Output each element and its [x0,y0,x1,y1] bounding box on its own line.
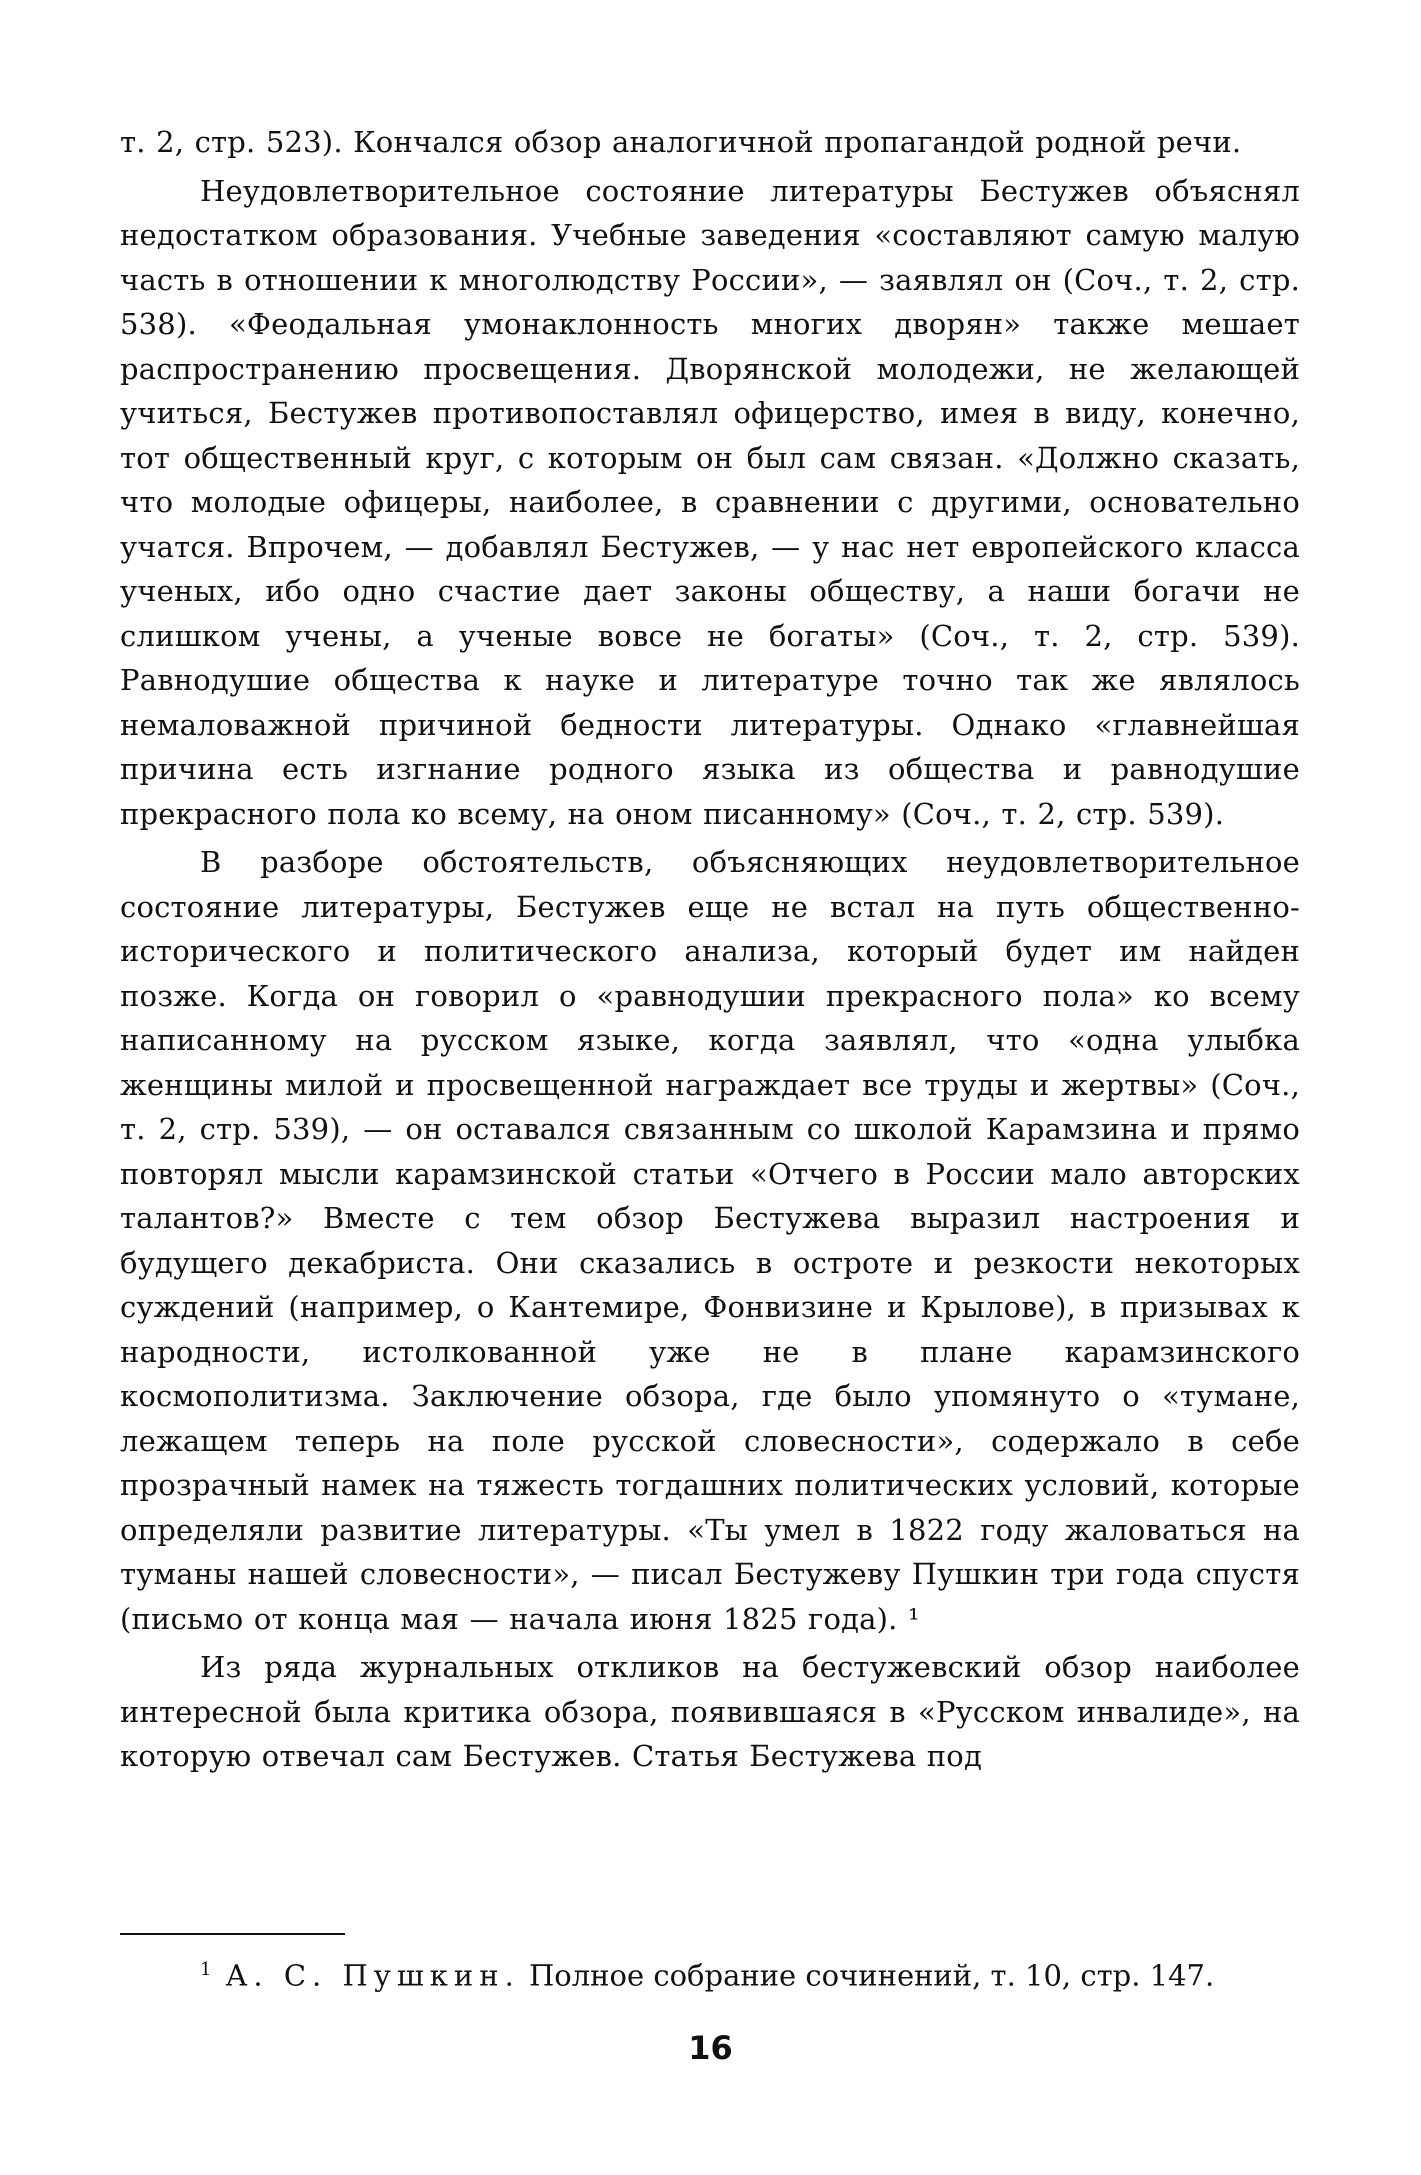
page-body [120,120,1300,1779]
paragraph-education: Неудовлетворительное состояние литературы Бестужев объяснял недостатком образования. Учебные заведения «составляют самую малую часть в отношении к многолюдству России», — заявлял он (Соч., т. 2, стр. 538). «Феодальная умонаклонность многих дворян» также мешает распространению просвещения. Дворянской молодежи, не желающей учиться, Бестужев противопоставлял офицерство, имея в виду, конечно, тот общественный круг, с которым он был сам связан. «Должно сказать, что молодые офицеры, наиболее, в сравнении с другими, основательно учатся. Впрочем, — добавлял Бестужев, — у нас нет европейского класса ученых, ибо одно счастие дает законы обществу, а наши богачи не слишком учены, а ученые вовсе не богаты» (Соч., т. 2, стр. 539). Равнодушие общества к науке и литературе точно так же являлось немаловажной причиной бедности литературы. Однако «главнейшая причина есть изгнание родного языка из общества и равнодушие прекрасного пола ко всему, на оном писанному» (Соч., т. 2, стр. 539). [120,173,1300,831]
page-number: 16 [688,2029,733,2067]
footnote-author: А. С. Пушкин. [225,1958,520,1993]
footnote-mark: 1 [200,1959,212,1980]
footnote [200,1948,1300,1998]
paragraph-continuation: т. 2, стр. 523). Кончался обзор аналогичной пропагандой родной речи. [120,125,1242,159]
footnote-divider [120,1933,345,1935]
footnote-text: Полное собрание сочинений, т. 10, стр. 147. [519,1958,1215,1993]
paragraph-analysis: В разборе обстоятельств, объясняющих неудовлетворительное состояние литературы, Бестужев еще не встал на путь общественно-исторического и политического анализа, который будет им найден позже. Когда он говорил о «равнодушии прекрасного пола» ко всему написанному на русском языке, когда заявлял, что «одна улыбка женщины милой и просвещенной награждает все труды и жертвы» (Соч., т. 2, стр. 539), — он оставался связанным со школой Карамзина и прямо повторял мысли карамзинской статьи «Отчего в России мало авторских талантов?» Вместе с тем обзор Бестужева выразил настроения и будущего декабриста. Они сказались в остроте и резкости некоторых суждений (например, о Кантемире, Фонвизине и Крылове), в призывах к народности, истолкованной уже не в плане карамзинского космополитизма. Заключение обзора, где было упомянуто о «тумане, лежащем теперь на поле русской словесности», содержало в себе прозрачный намек на тяжесть тогдашних политических условий, которые определяли развитие литературы. «Ты умел в 1822 году жаловаться на туманы нашей словесности», — писал Бестужеву Пушкин три года спустя (письмо от конца мая — начала июня 1825 года). ¹ [120,845,1300,1636]
paragraph-journal-responses: Из ряда журнальных откликов на бестужевский обзор наиболее интересной была критика обзора, появившаяся в «Русском инвалиде», на которую отвечал сам Бестужев. Статья Бестужева под [120,1650,1300,1773]
